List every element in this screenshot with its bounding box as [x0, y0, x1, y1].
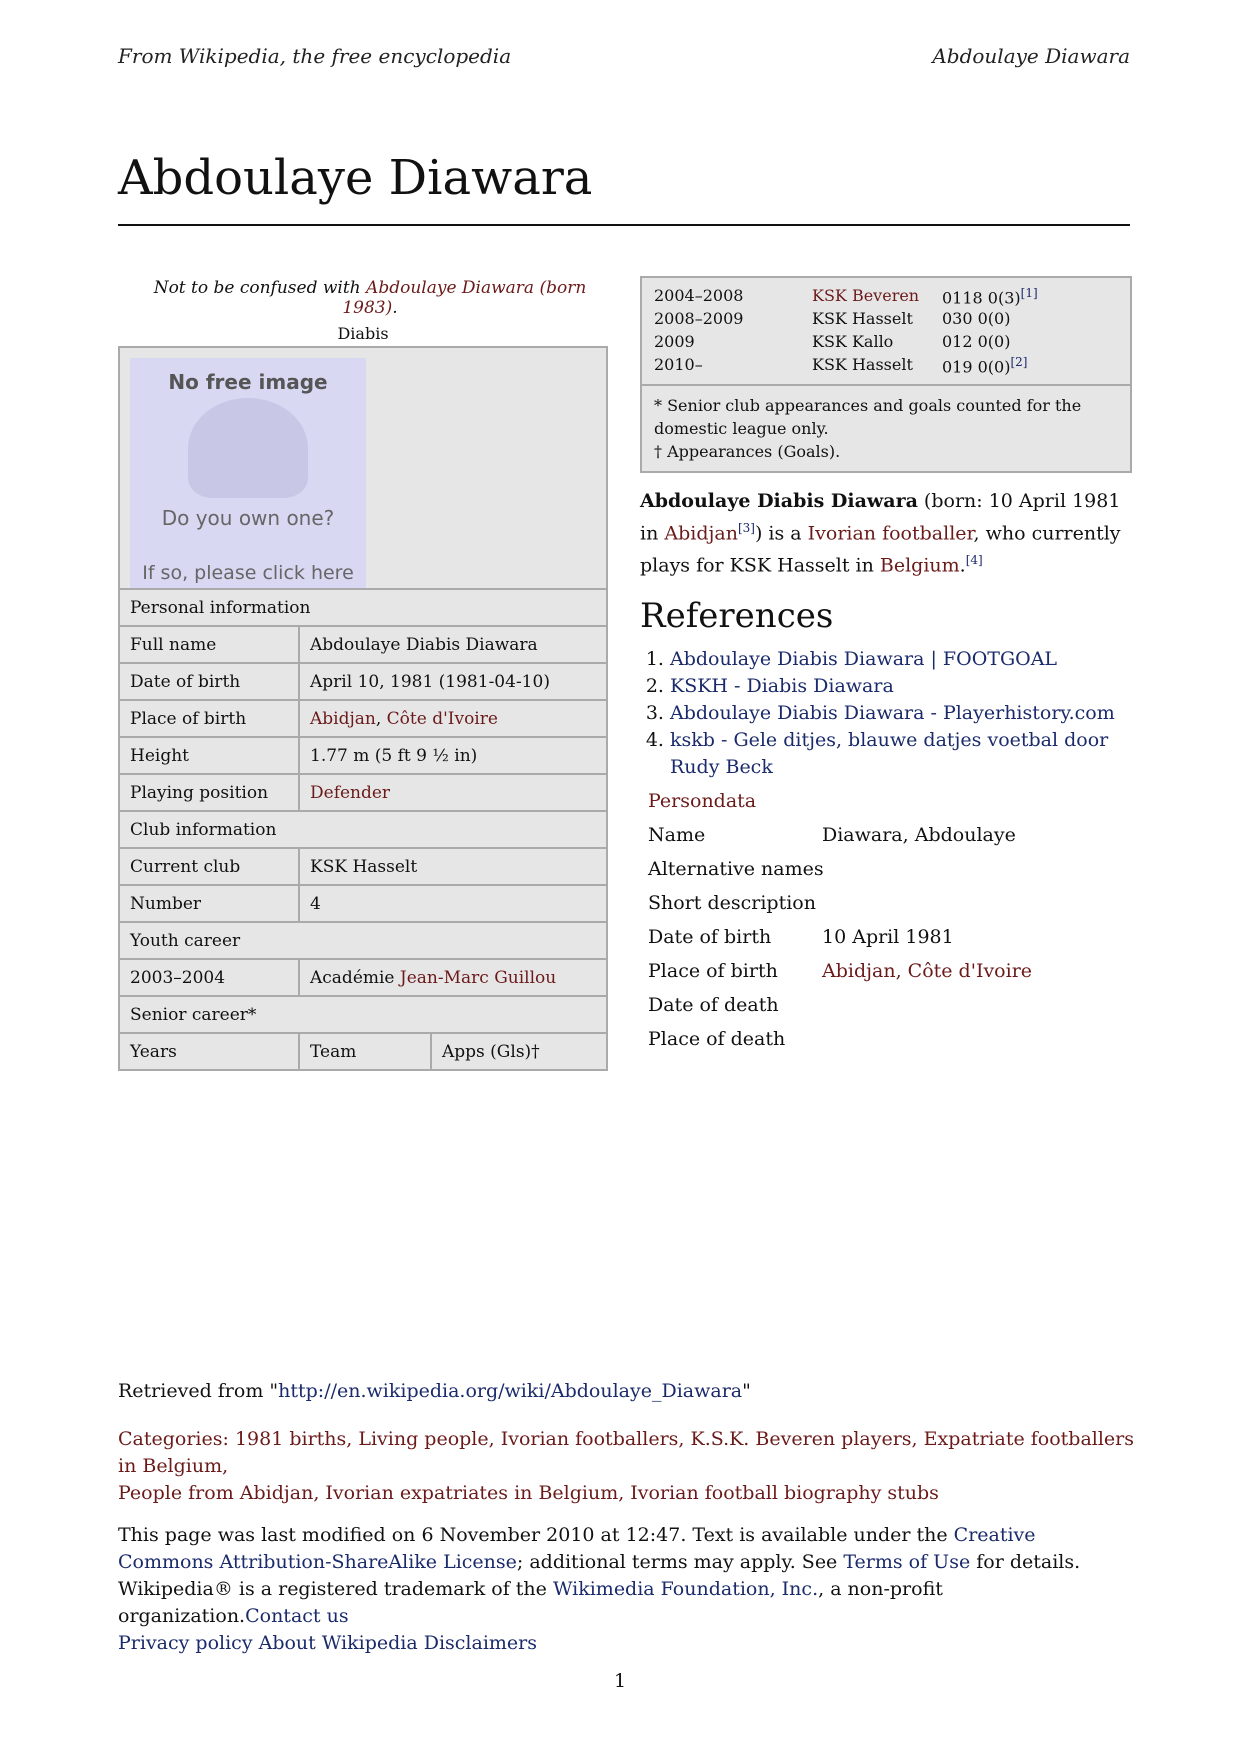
youth-years: 2003–2004: [119, 959, 299, 996]
pob-separator: ,: [375, 708, 387, 729]
career-row: [654, 332, 1118, 355]
number-value: 4: [299, 885, 607, 922]
career-years: 2004–2008: [654, 286, 744, 305]
career-team: KSK Hasselt: [812, 355, 913, 374]
reference-item: [670, 700, 1130, 727]
ref-4-link[interactable]: [4]: [965, 553, 983, 568]
career-apps: [942, 355, 1027, 376]
intro-paragraph: [640, 488, 1132, 580]
youth-club: [299, 959, 607, 996]
title-rule: [118, 224, 1130, 226]
no-image-text: No free image: [168, 370, 328, 394]
career-rows: [642, 278, 1130, 384]
reference-item: [670, 673, 1130, 700]
col-team: Team: [299, 1033, 431, 1070]
page-number: 1: [613, 1670, 627, 1692]
col-years: Years: [119, 1033, 299, 1070]
pob-value: [299, 700, 607, 737]
dob-value: April 10, 1981 (1981-04-10): [299, 663, 607, 700]
ref-3-link[interactable]: [3]: [737, 521, 755, 535]
terms-of-use-link[interactable]: Terms of Use: [843, 1551, 971, 1573]
pd-name-value: Diawara, Abdoulaye: [822, 824, 1016, 846]
infobox-image-cell: [119, 347, 607, 589]
categories-line-2[interactable]: People from Abidjan, Ivorian expatriates in Belgium, Ivorian football biography stubs: [118, 1482, 939, 1504]
pob-country-link[interactable]: Côte d'Ivoire: [386, 708, 498, 729]
categories: [118, 1426, 1138, 1507]
about-wikipedia-link[interactable]: About Wikipedia: [258, 1632, 418, 1654]
reference-link[interactable]: KSKH - Diabis Diawara: [670, 675, 894, 697]
intro-text-3: , who currently plays for KSK Hasselt in: [640, 522, 1121, 577]
intro-text-1: (born: 10 April 1981 in: [640, 490, 1121, 545]
reference-link[interactable]: Abdoulaye Diabis Diawara | FOOTGOAL: [670, 648, 1058, 670]
full-name-value: Abdoulaye Diabis Diawara: [299, 626, 607, 663]
career-footnote-2: † Appearances (Goals).: [654, 442, 841, 461]
page-title: Abdoulaye Diawara: [118, 150, 593, 206]
intro-name: Abdoulaye Diabis Diawara: [640, 490, 918, 512]
career-footnotes: [642, 384, 1130, 471]
career-ref-link[interactable]: [1]: [1020, 286, 1038, 300]
reference-link[interactable]: kskb - Gele ditjes, blauwe datjes voetbal door Rudy Beck: [670, 729, 1109, 778]
career-team: KSK Hasselt: [812, 309, 913, 328]
height-label: Height: [119, 737, 299, 774]
running-header-left: From Wikipedia, the free encyclopedia: [118, 44, 512, 68]
pob-label: Place of birth: [119, 700, 299, 737]
pd-pob-label: Place of birth: [648, 960, 778, 982]
career-row: [654, 286, 1118, 309]
click-here-text: If so, please click here: [142, 562, 354, 584]
career-apps-value: 0118 0(3): [942, 288, 1021, 308]
pd-dob-value: 10 April 1981: [822, 926, 954, 948]
intro-place-link[interactable]: Abidjan: [664, 522, 738, 545]
height-value: 1.77 m (5 ft 9 ½ in): [299, 737, 607, 774]
senior-career-box: [640, 276, 1132, 473]
persondata-heading: Persondata: [648, 790, 757, 812]
pd-dob-label: Date of birth: [648, 926, 772, 948]
career-team[interactable]: KSK Beveren: [812, 286, 920, 305]
section-personal-information: Personal information: [119, 589, 607, 626]
own-one-text: Do you own one?: [161, 506, 335, 530]
retrieved-prefix: Retrieved from ": [118, 1380, 279, 1402]
no-free-image-placeholder[interactable]: [130, 358, 366, 588]
pd-name-label: Name: [648, 824, 706, 846]
current-club-label: Current club: [119, 848, 299, 885]
dob-label: Date of birth: [119, 663, 299, 700]
intro-text-2: ) is a: [754, 522, 808, 545]
pd-short-label: Short description: [648, 892, 816, 914]
pd-pob-link[interactable]: Abidjan, Côte d'Ivoire: [822, 960, 1033, 982]
section-senior-career: Senior career*: [119, 996, 607, 1033]
running-header-right: Abdoulaye Diawara: [932, 44, 1130, 68]
col-apps: Apps (Gls)†: [431, 1033, 607, 1070]
pob-city-link[interactable]: Abidjan: [310, 708, 376, 729]
career-row: [654, 355, 1118, 378]
career-years: 2008–2009: [654, 309, 744, 328]
retrieved-suffix: ": [742, 1380, 751, 1402]
infobox: [118, 346, 608, 1071]
hatnote-suffix: .: [392, 298, 398, 318]
intro-ivorian-link[interactable]: Ivorian footballer: [807, 522, 974, 545]
last-modified-notice: [118, 1522, 1132, 1657]
mod-text-3: for details. Wikipedia® is a registered trademark of the: [118, 1551, 1081, 1600]
career-apps: [942, 286, 1038, 307]
silhouette-icon: [188, 398, 308, 498]
cc-license-link[interactable]: Creative Commons Attribution-ShareAlike License: [118, 1524, 1036, 1573]
retrieved-url-link[interactable]: http://en.wikipedia.org/wiki/Abdoulaye_Diawara: [278, 1380, 743, 1402]
section-youth-career: Youth career: [119, 922, 607, 959]
pd-pod-label: Place of death: [648, 1028, 786, 1050]
pd-alt-label: Alternative names: [648, 858, 824, 880]
intro-text-4: .: [959, 554, 966, 577]
full-name-label: Full name: [119, 626, 299, 663]
retrieved-from: [118, 1378, 751, 1405]
references-heading: References: [640, 596, 834, 636]
career-row: [654, 309, 1118, 332]
categories-line-1[interactable]: Categories: 1981 births, Living people, Ivorian footballers, K.S.K. Beveren players, Expatriate footballers in Belgium,: [118, 1428, 1135, 1477]
references-list: [640, 646, 1130, 781]
current-club-value: KSK Hasselt: [299, 848, 607, 885]
reference-item: [670, 646, 1130, 673]
pd-dod-label: Date of death: [648, 994, 779, 1016]
career-apps: [942, 332, 1010, 351]
career-apps-value: 030 0(0): [942, 309, 1011, 328]
infobox-caption: Diabis: [337, 324, 389, 343]
career-footnote-1: * Senior club appearances and goals counted for the domestic league only.: [654, 396, 1082, 438]
privacy-policy-link[interactable]: Privacy policy: [118, 1632, 253, 1654]
career-apps: [942, 309, 1010, 328]
career-years: 2010–: [654, 355, 703, 374]
disclaimers-link[interactable]: Disclaimers: [423, 1632, 538, 1654]
career-apps-value: 019 0(0): [942, 357, 1011, 377]
intro-belgium-link[interactable]: Belgium: [879, 554, 960, 577]
position-label: Playing position: [119, 774, 299, 811]
hatnote: [140, 278, 600, 318]
mod-text-1: This page was last modified on 6 November 2010 at 12:47. Text is available under the: [118, 1524, 954, 1546]
position-link[interactable]: Defender: [299, 774, 607, 811]
youth-club-prefix: Académie: [310, 967, 400, 988]
section-club-information: Club information: [119, 811, 607, 848]
youth-club-link[interactable]: Jean-Marc Guillou: [399, 967, 557, 988]
reference-link[interactable]: Abdoulaye Diabis Diawara - Playerhistory.com: [670, 702, 1115, 724]
hatnote-prefix: Not to be confused with: [153, 278, 367, 298]
contact-us-link[interactable]: Contact us: [245, 1605, 349, 1627]
career-team: KSK Kallo: [812, 332, 894, 351]
number-label: Number: [119, 885, 299, 922]
mod-text-4: , a non-profit organization.: [118, 1578, 943, 1627]
mod-text-2: ; additional terms may apply. See: [516, 1551, 844, 1573]
reference-item: [670, 727, 1130, 781]
career-apps-value: 012 0(0): [942, 332, 1011, 351]
career-years: 2009: [654, 332, 695, 351]
wikimedia-link[interactable]: Wikimedia Foundation, Inc.: [552, 1578, 819, 1600]
career-ref-link[interactable]: [2]: [1010, 355, 1028, 369]
hatnote-link[interactable]: Abdoulaye Diawara (born 1983): [342, 278, 587, 318]
